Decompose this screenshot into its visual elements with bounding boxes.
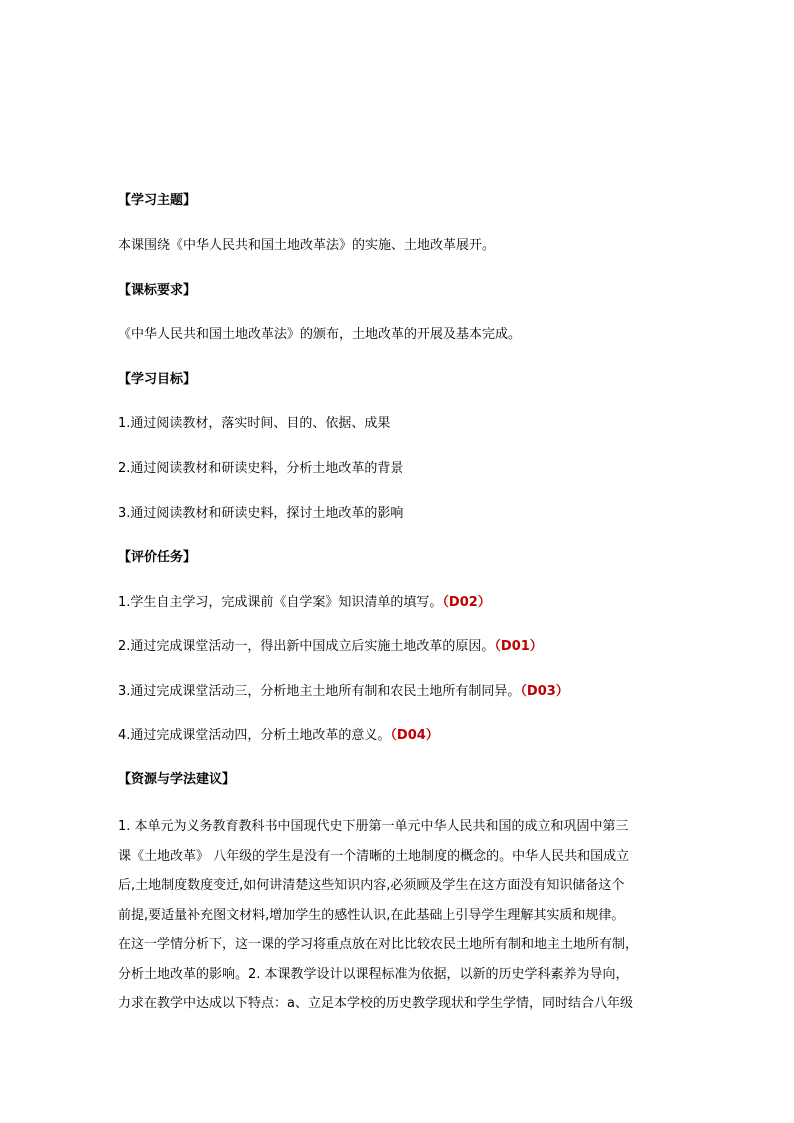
paragraph-line: 分析土地改革的影响。2. 本课教学设计以课程标准为依据，以新的历史学科素养为导向，: [118, 966, 629, 982]
task-text: 2.通过完成课堂活动一，得出新中国成立后实施土地改革的原因。: [118, 639, 495, 654]
standard-text: 《中华人民共和国土地改革法》的颁布，土地改革的开展及基本完成。: [118, 327, 522, 342]
paragraph-line: 力求在教学中达成以下特点：a、立足本学校的历史教学现状和学生学情，同时结合八年级: [118, 996, 633, 1011]
paragraph-line: 前提,要适量补充图文材料,增加学生的感性认识,在此基础上引导学生理解其实质和规律。: [118, 907, 625, 923]
paragraph-line: 课《土地改革》 八年级的学生是没有一个清晰的土地制度的概念的。中华人民共和国成立: [118, 848, 630, 864]
task-code: （D03）: [520, 684, 569, 699]
resources-paragraph: [118, 812, 678, 1019]
theme-heading: 【学习主题】: [118, 193, 197, 208]
task-item-3: [118, 683, 569, 701]
task-item-1: [118, 594, 491, 612]
task-item-2: [118, 638, 543, 656]
task-item-4: [118, 727, 439, 745]
standard-heading: 【课标要求】: [118, 283, 197, 298]
goal-item-2: 2.通过阅读教材和研读史料，分析土地改革的背景: [118, 461, 404, 476]
task-code: （D04）: [390, 728, 439, 743]
goal-item-1: 1.通过阅读教材，落实时间、目的、依据、成果: [118, 416, 391, 431]
theme-text: 本课围绕《中华人民共和国土地改革法》的实施、土地改革展开。: [118, 238, 496, 253]
task-code: （D01）: [494, 639, 543, 654]
resources-heading: 【资源与学法建议】: [118, 772, 236, 787]
task-text: 3.通过完成课堂活动三，分析地主土地所有制和农民土地所有制同异。: [118, 684, 521, 699]
task-text: 1.学生自主学习，完成课前《自学案》知识清单的填写。: [118, 595, 443, 610]
paragraph-line: 在这一学情分析下，这一课的学习将重点放在对比比较农民土地所有制和地主土地所有制，: [118, 937, 639, 952]
task-text: 4.通过完成课堂活动四，分析土地改革的意义。: [118, 728, 391, 743]
goals-heading: 【学习目标】: [118, 372, 197, 387]
goal-item-3: 3.通过阅读教材和研读史料，探讨土地改革的影响: [118, 506, 404, 521]
tasks-heading: 【评价任务】: [118, 550, 197, 565]
task-code: （D02）: [442, 595, 491, 610]
paragraph-line: 1. 本单元为义务教育教科书中国现代史下册第一单元中华人民共和国的成立和巩固中第三: [118, 819, 629, 834]
paragraph-line: 后,土地制度数度变迁,如何讲清楚这些知识内容,必须顾及学生在这方面没有知识储备这个: [118, 878, 625, 893]
